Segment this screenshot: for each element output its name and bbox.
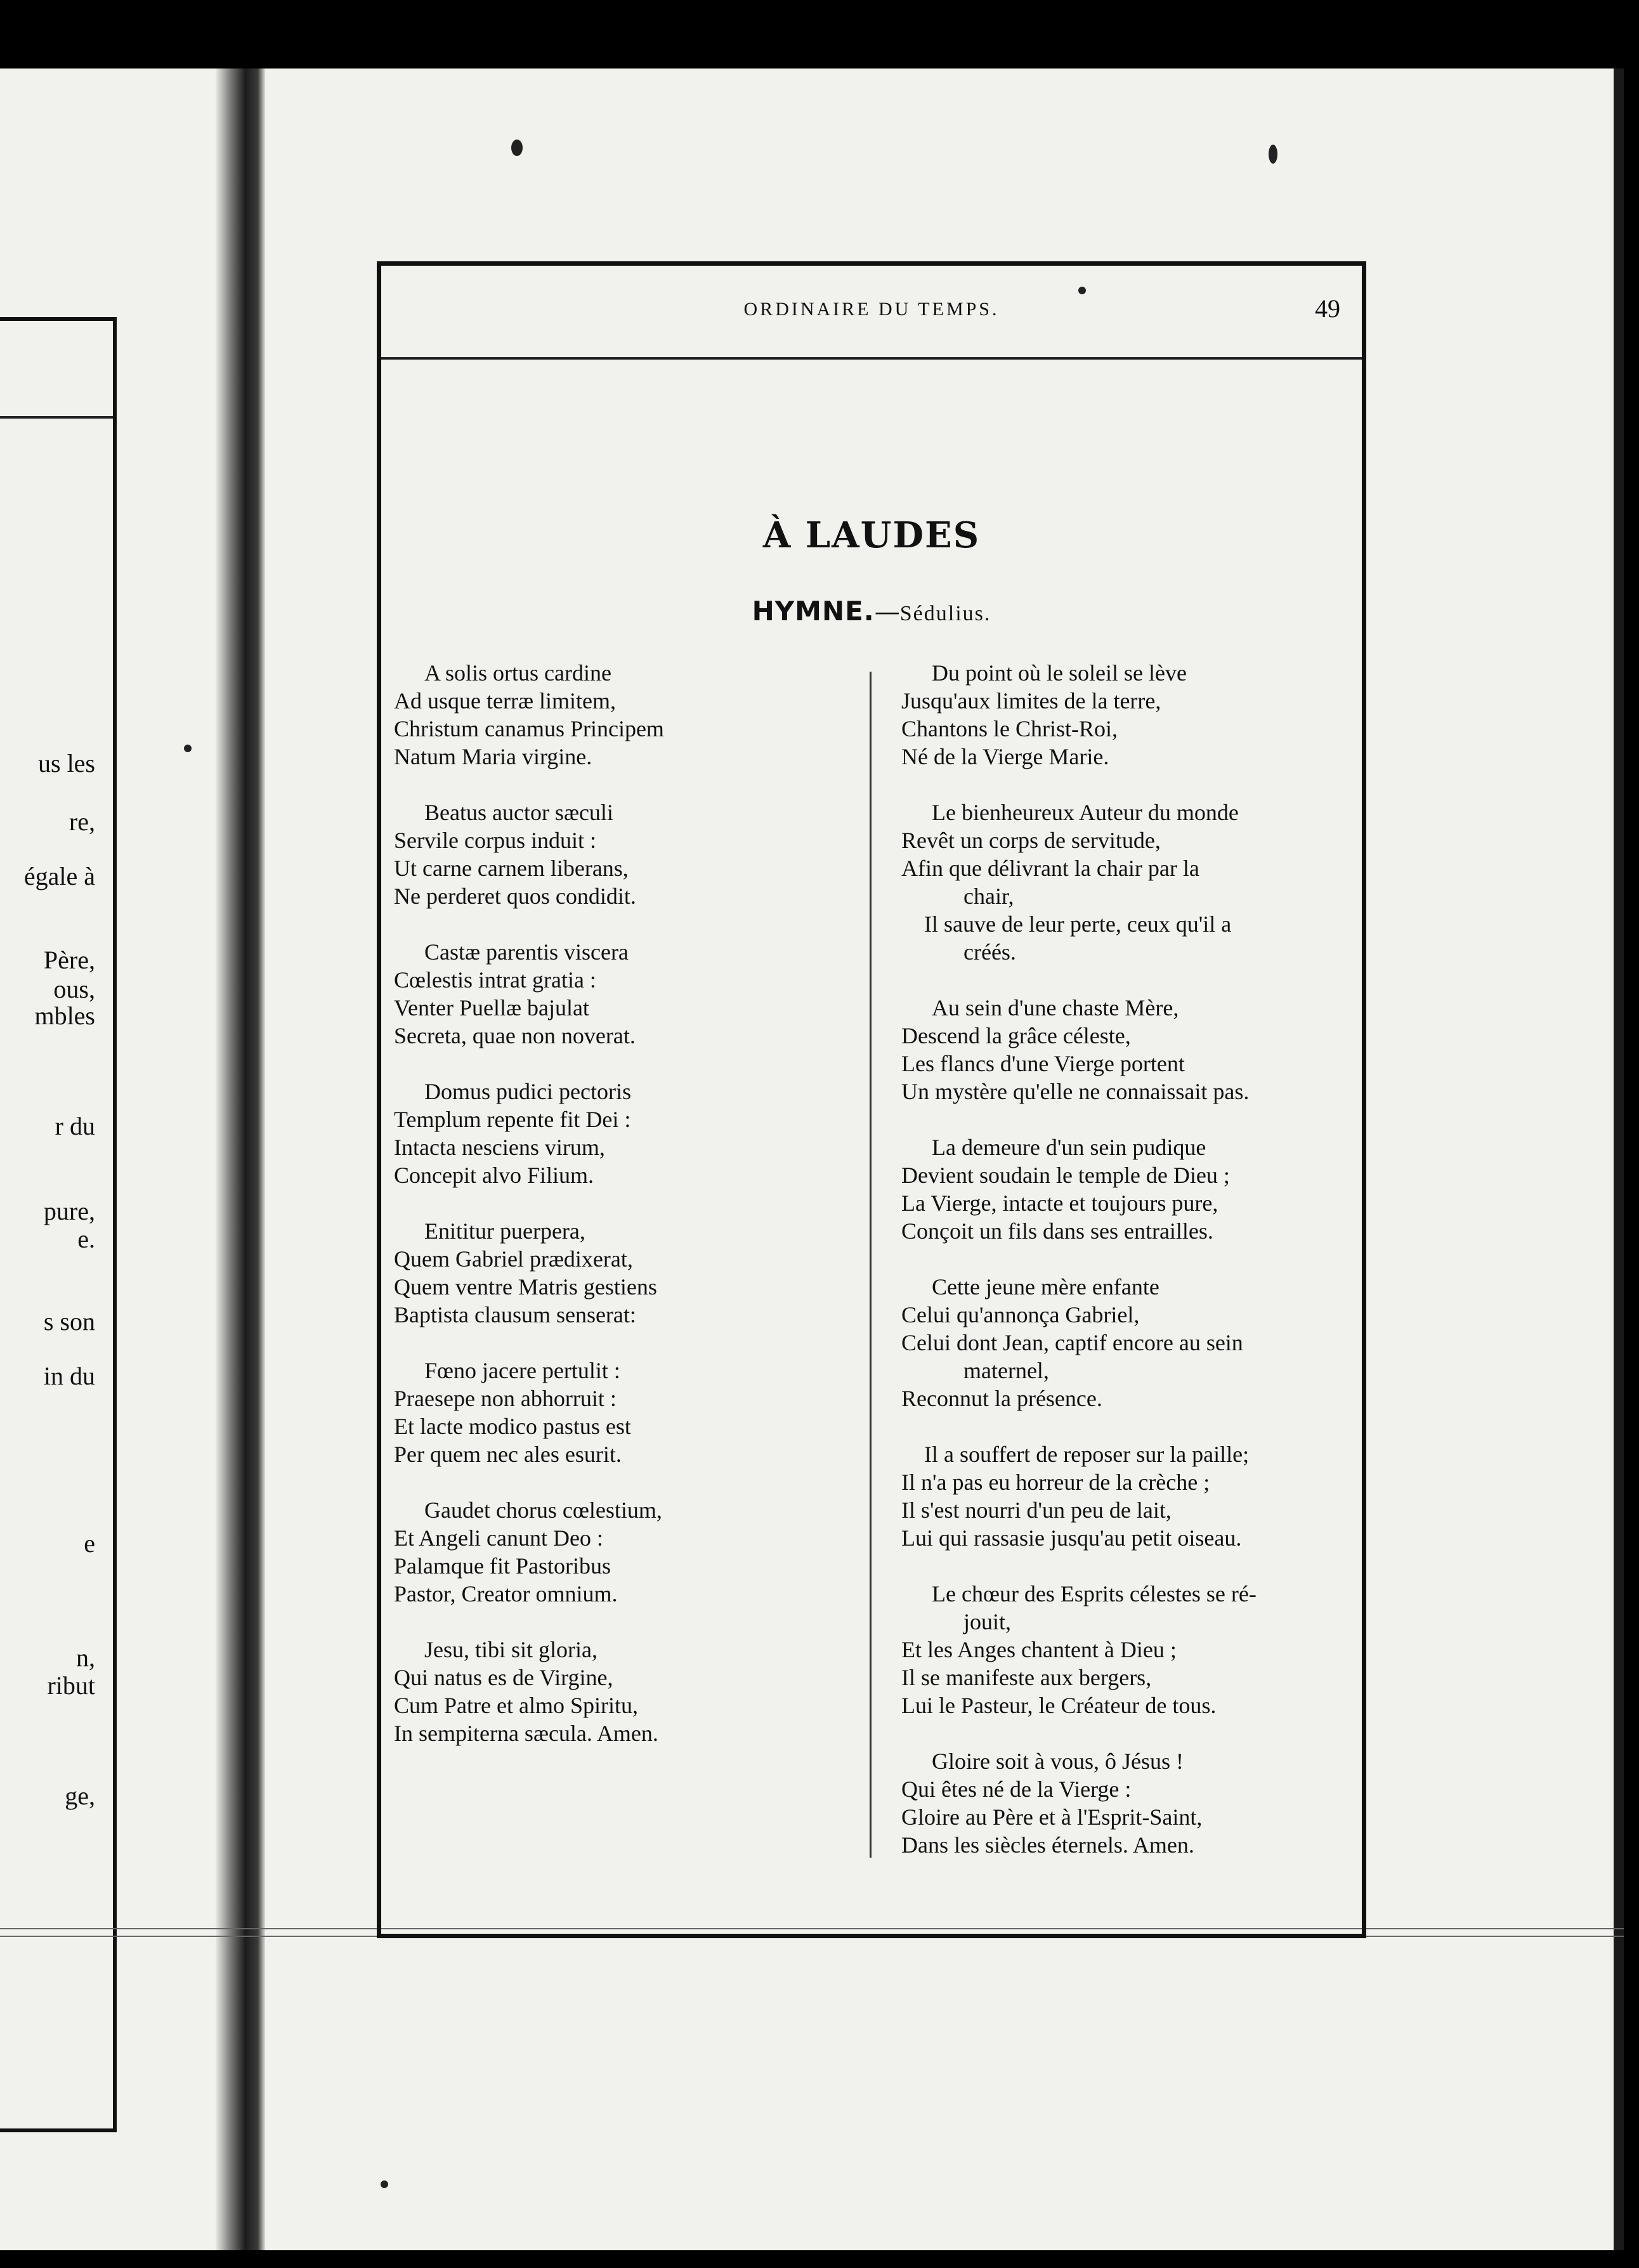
scan-edge [1614, 68, 1624, 2250]
french-stanza [901, 1580, 1353, 1719]
french-stanza [901, 1273, 1353, 1412]
column-divider [870, 672, 872, 1858]
verse-line: Celui qu'annonça Gabriel, [901, 1302, 1140, 1327]
verse-line: Un mystère qu'elle ne connaissait pas. [901, 1079, 1250, 1104]
verse-line: Palamque fit Pastoribus [394, 1553, 611, 1579]
facing-page-fragment: e [84, 1529, 95, 1558]
verse-line: Descend la grâce céleste, [901, 1023, 1131, 1048]
verse-line: Ad usque terræ limitem, [394, 688, 616, 714]
verse-line: A solis ortus cardine [424, 660, 611, 686]
verse-line: Le bienheureux Auteur du monde [932, 800, 1239, 825]
scan-speck [511, 140, 523, 156]
facing-page-fragment: Père, [43, 946, 95, 974]
facing-page-fragment: s son [43, 1307, 95, 1336]
verse-line: Celui dont Jean, captif encore au sein [901, 1330, 1243, 1355]
verse-line: Cette jeune mère enfante [932, 1274, 1159, 1300]
verse-line: La demeure d'un sein pudique [932, 1135, 1206, 1160]
verse-line: Servile corpus induit : [394, 828, 596, 853]
verse-line: Il se manifeste aux bergers, [901, 1665, 1152, 1690]
facing-page-fragment: n, [76, 1643, 95, 1672]
verse-line: Du point où le soleil se lève [932, 660, 1187, 686]
verse-line: Per quem nec ales esurit. [394, 1442, 622, 1467]
section-heading: À LAUDES [762, 514, 981, 556]
verse-line: maternel, [963, 1358, 1049, 1383]
latin-stanza [394, 1078, 863, 1189]
facing-page-fragment: ge, [65, 1782, 95, 1810]
verse-line: Intacta nesciens virum, [394, 1135, 605, 1160]
verse-line: créés. [963, 939, 1016, 965]
latin-stanza [394, 1636, 863, 1747]
scan-speck [381, 2180, 388, 2188]
verse-line: Et Angeli canunt Deo : [394, 1525, 603, 1551]
running-head-title: ORDINAIRE DU TEMPS. [743, 299, 1000, 320]
verse-line: La Vierge, intacte et toujours pure, [901, 1190, 1218, 1216]
facing-page-fragment: ous, [53, 975, 95, 1003]
latin-stanza [394, 798, 863, 910]
hymn-separator: — [874, 597, 900, 627]
hymn-author: Sédulius. [899, 602, 991, 625]
verse-line: Chantons le Christ-Roi, [901, 716, 1118, 741]
facing-page-fragment: e. [77, 1225, 95, 1253]
facing-page-rule [0, 416, 113, 419]
verse-line: Ut carne carnem liberans, [394, 856, 629, 881]
verse-line: Jusqu'aux limites de la terre, [901, 688, 1161, 714]
verse-line: Domus pudici pectoris [424, 1079, 631, 1104]
verse-line: Et lacte modico pastus est [394, 1414, 631, 1439]
verse-line: Cœlestis intrat gratia : [394, 967, 596, 993]
hymn-subheading [381, 596, 1362, 627]
verse-line: Pastor, Creator omnium. [394, 1581, 618, 1606]
verse-line: In sempiterna sæcula. Amen. [394, 1721, 658, 1746]
verse-line: Revêt un corps de servitude, [901, 828, 1161, 853]
verse-line: Qui êtes né de la Vierge : [901, 1776, 1132, 1802]
verse-line: Templum repente fit Dei : [394, 1107, 631, 1132]
verse-line: Quem Gabriel prædixerat, [394, 1246, 633, 1272]
french-stanza [901, 659, 1353, 771]
book-gutter [216, 68, 265, 2250]
french-stanza [901, 1747, 1353, 1859]
verse-line: Les flancs d'une Vierge portent [901, 1051, 1185, 1076]
facing-page-fragment: mbles [34, 1001, 95, 1030]
latin-stanza [394, 1357, 863, 1468]
verse-line: Qui natus es de Virgine, [394, 1665, 613, 1690]
french-stanza [901, 1133, 1353, 1245]
verse-line: Le chœur des Esprits célestes se ré- [932, 1581, 1257, 1606]
verse-line: chair, [963, 883, 1014, 909]
french-stanza [901, 1440, 1353, 1552]
verse-line: Il n'a pas eu horreur de la crèche ; [901, 1470, 1210, 1495]
scan-speck [184, 745, 192, 752]
verse-line: Devient soudain le temple de Dieu ; [901, 1163, 1230, 1188]
french-stanza [901, 994, 1353, 1105]
verse-line: Conçoit un fils dans ses entrailles. [901, 1218, 1213, 1244]
verse-line: Natum Maria virgine. [394, 744, 592, 769]
verse-line: Dans les siècles éternels. Amen. [901, 1832, 1194, 1858]
latin-text-column [394, 659, 863, 1775]
facing-page-fragment: égale à [23, 862, 95, 890]
hymn-label: HYMNE. [752, 596, 875, 627]
verse-line: Au sein d'une chaste Mère, [932, 995, 1179, 1020]
facing-page-fragment: ribut [47, 1671, 95, 1700]
verse-line: Enititur puerpera, [424, 1218, 585, 1244]
facing-page-fragment: us les [38, 749, 95, 778]
latin-stanza [394, 938, 863, 1050]
verse-line: Reconnut la présence. [901, 1386, 1102, 1411]
verse-line: Né de la Vierge Marie. [901, 744, 1109, 769]
verse-line: Baptista clausum senserat: [394, 1302, 636, 1327]
verse-line: jouit, [963, 1609, 1012, 1634]
verse-line: Afin que délivrant la chair par la [901, 856, 1199, 881]
facing-page-fragment: pure, [43, 1197, 95, 1225]
verse-line: Cum Patre et almo Spiritu, [394, 1693, 638, 1718]
verse-line: Jesu, tibi sit gloria, [424, 1637, 597, 1662]
verse-line: Ne perderet quos condidit. [394, 883, 636, 909]
facing-page-fragment: re, [69, 807, 95, 836]
verse-line: Concepit alvo Filium. [394, 1163, 594, 1188]
verse-line: Gloire au Père et à l'Esprit-Saint, [901, 1804, 1203, 1830]
verse-line: Secreta, quae non noverat. [394, 1023, 636, 1048]
verse-line: Et les Anges chantent à Dieu ; [901, 1637, 1177, 1662]
facing-page-fragment: r du [55, 1112, 95, 1140]
french-text-column [901, 659, 1353, 1887]
verse-line: Christum canamus Principem [394, 716, 664, 741]
verse-line: Il sauve de leur perte, ceux qu'il a [924, 911, 1232, 937]
running-head [381, 266, 1362, 360]
verse-line: Gloire soit à vous, ô Jésus ! [932, 1749, 1184, 1774]
verse-line: Lui qui rassasie jusqu'au petit oiseau. [901, 1525, 1242, 1551]
verse-line: Praesepe non abhorruit : [394, 1386, 617, 1411]
page-number: 49 [1315, 294, 1340, 323]
verse-line: Gaudet chorus cœlestium, [424, 1497, 662, 1523]
latin-stanza [394, 659, 863, 771]
verse-line: Lui le Pasteur, le Créateur de tous. [901, 1693, 1217, 1718]
page-frame [377, 261, 1366, 1938]
facing-page-fragment: in du [43, 1362, 95, 1390]
verse-line: Beatus auctor sæculi [424, 800, 613, 825]
verse-line: Castæ parentis viscera [424, 939, 629, 965]
verse-line: Fœno jacere pertulit : [424, 1358, 620, 1383]
latin-stanza [394, 1217, 863, 1329]
verse-line: Il a souffert de reposer sur la paille; [924, 1442, 1250, 1467]
french-stanza [901, 798, 1353, 966]
verse-line: Il s'est nourri d'un peu de lait, [901, 1497, 1172, 1523]
verse-line: Venter Puellæ bajulat [394, 995, 589, 1020]
verse-line: Quem ventre Matris gestiens [394, 1274, 657, 1300]
latin-stanza [394, 1496, 863, 1608]
scan-speck [1269, 145, 1277, 164]
